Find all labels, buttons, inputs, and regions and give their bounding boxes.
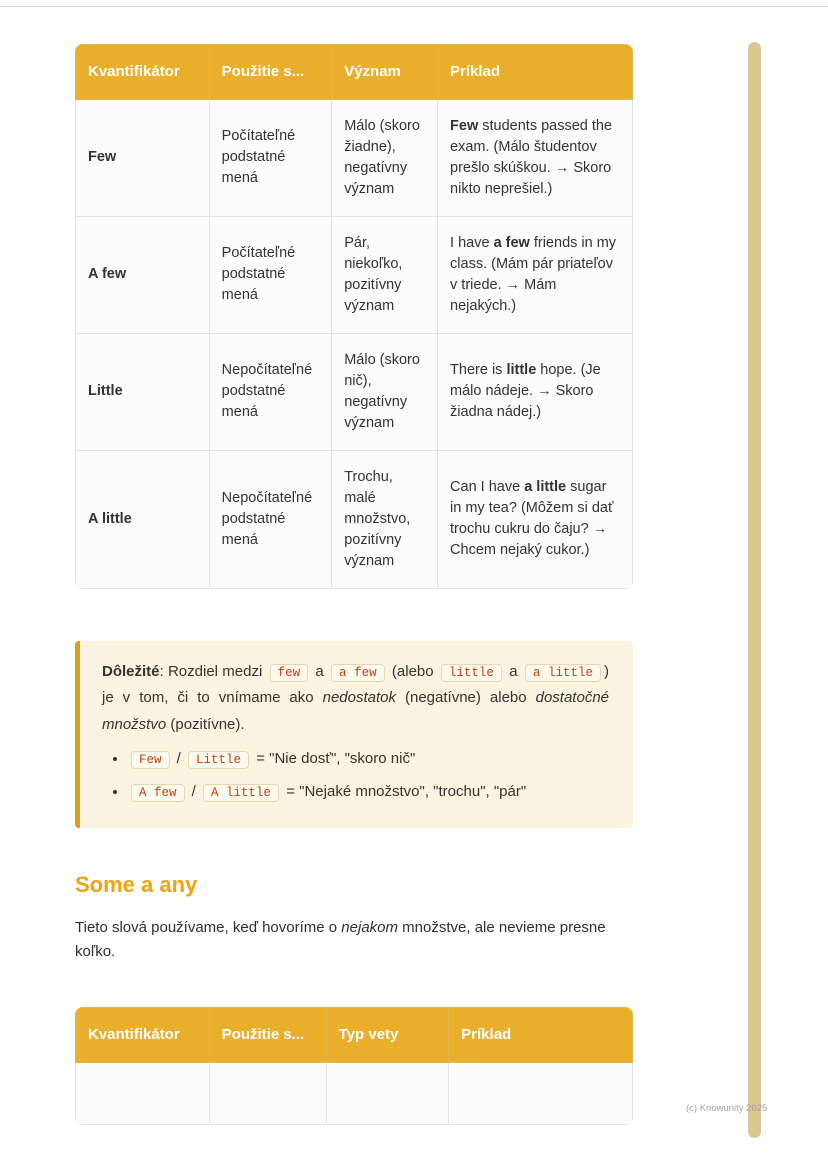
code-chip-little: little bbox=[441, 664, 502, 682]
note-italic: nedostatok bbox=[322, 689, 396, 707]
note-list bbox=[102, 746, 609, 806]
table-row-cutoff bbox=[76, 1062, 633, 1124]
code-chip-a-few: a few bbox=[331, 664, 385, 682]
code-chip-a-little: a little bbox=[525, 664, 601, 682]
example-cell bbox=[438, 99, 633, 216]
note-text: / bbox=[187, 783, 201, 801]
para-text: Tieto slová používame, keď hovoríme o bbox=[75, 919, 342, 937]
document-content bbox=[75, 44, 633, 1125]
usage-cell: Počítateľné podstatné mená bbox=[209, 216, 332, 333]
code-chip-A-little: A little bbox=[203, 784, 279, 802]
example-cell bbox=[438, 216, 633, 333]
table-row-a-little bbox=[76, 450, 633, 588]
para-text: množstve, ale nevieme presne koľko. bbox=[75, 919, 606, 960]
note-text: : Rozdiel medzi bbox=[159, 663, 267, 681]
example-post: friends in my class. (Mám pár priateľov v triede. → Mám nejakých.) bbox=[450, 234, 617, 314]
note-text: (alebo bbox=[387, 663, 438, 681]
note-intro bbox=[102, 659, 609, 738]
header-vyznam: Význam bbox=[332, 45, 438, 100]
example-pre: I have bbox=[450, 234, 494, 251]
empty-cell bbox=[76, 1062, 210, 1124]
table-row-a-few bbox=[76, 216, 633, 333]
example-bold: a little bbox=[524, 479, 567, 496]
example-bold: little bbox=[506, 362, 537, 379]
section-paragraph bbox=[75, 916, 633, 963]
scrollbar-thumb[interactable] bbox=[748, 42, 761, 1138]
note-text: / bbox=[172, 749, 186, 767]
quantifier-cell: Few bbox=[76, 99, 210, 216]
example-cell bbox=[438, 450, 633, 588]
header-typ-vety: Typ vety bbox=[326, 1007, 449, 1062]
note-italic: dostatočné množstvo bbox=[102, 689, 609, 733]
header-pouzitie: Použitie s... bbox=[209, 1007, 326, 1062]
note-bullet-negative bbox=[128, 746, 609, 772]
usage-cell: Nepočítateľné podstatné mená bbox=[209, 450, 332, 588]
example-cell bbox=[438, 333, 633, 450]
empty-cell bbox=[209, 1062, 326, 1124]
example-bold: Few bbox=[450, 117, 479, 134]
important-note-box bbox=[75, 641, 633, 828]
code-chip-A-few: A few bbox=[131, 784, 185, 802]
example-pre: There is bbox=[450, 362, 507, 379]
note-text: (negatívne) alebo bbox=[396, 689, 536, 707]
meaning-cell: Málo (skoro nič), negatívny význam bbox=[332, 333, 438, 450]
page-top-divider bbox=[0, 6, 828, 7]
quantifier-cell: A few bbox=[76, 216, 210, 333]
meaning-cell: Pár, niekoľko, pozitívny význam bbox=[332, 216, 438, 333]
usage-cell: Počítateľné podstatné mená bbox=[209, 99, 332, 216]
para-italic: nejakom bbox=[341, 919, 398, 937]
example-bold: a few bbox=[493, 234, 530, 251]
table-row-little bbox=[76, 333, 633, 450]
section-heading-some-a-any: Some a any bbox=[75, 872, 198, 898]
usage-cell: Nepočítateľné podstatné mená bbox=[209, 333, 332, 450]
quantifier-cell: Little bbox=[76, 333, 210, 450]
meaning-cell: Trochu, malé množstvo, pozitívny význam bbox=[332, 450, 438, 588]
header-priklad: Príklad bbox=[449, 1007, 633, 1062]
note-text: = "Nejaké množstvo", "trochu", "pár" bbox=[282, 783, 527, 801]
table-row-few bbox=[76, 99, 633, 216]
code-chip-Few: Few bbox=[131, 751, 170, 769]
quantifier-table bbox=[75, 44, 633, 589]
example-post: students passed the exam. (Málo študentov prešlo skúškou. → Skoro nikto neprešiel.) bbox=[450, 117, 613, 197]
code-chip-Little: Little bbox=[188, 751, 249, 769]
empty-cell bbox=[449, 1062, 633, 1124]
code-chip-few: few bbox=[270, 664, 309, 682]
example-pre: Can I have bbox=[450, 479, 525, 496]
note-text: ) je v tom, či to vnímame ako bbox=[102, 663, 609, 707]
table-header-row bbox=[76, 45, 633, 100]
empty-cell bbox=[326, 1062, 449, 1124]
header-kvantifikator: Kvantifikátor bbox=[76, 45, 210, 100]
note-text: a bbox=[311, 663, 329, 681]
header-kvantifikator: Kvantifikátor bbox=[76, 1007, 210, 1062]
note-text: a bbox=[504, 663, 522, 681]
note-text: (pozitívne). bbox=[166, 715, 245, 733]
note-bullet-positive bbox=[128, 779, 609, 805]
note-text: = "Nie dosť", "skoro nič" bbox=[252, 749, 416, 767]
note-intro-bold: Dôležité bbox=[102, 663, 160, 681]
meaning-cell: Málo (skoro žiadne), negatívny význam bbox=[332, 99, 438, 216]
some-any-table bbox=[75, 1007, 633, 1125]
header-priklad: Príklad bbox=[438, 45, 633, 100]
example-post: hope. (Je málo nádeje. → Skoro žiadna nádej.) bbox=[450, 362, 601, 421]
header-pouzitie: Použitie s... bbox=[209, 45, 332, 100]
quantifier-cell: A little bbox=[76, 450, 210, 588]
watermark: (c) Knowunity 2025 bbox=[686, 1103, 768, 1114]
example-post: sugar in my tea? (Môžem si dať trochu cukru do čaju? → Chcem nejaký cukor.) bbox=[450, 479, 614, 559]
table-header-row bbox=[76, 1007, 633, 1062]
